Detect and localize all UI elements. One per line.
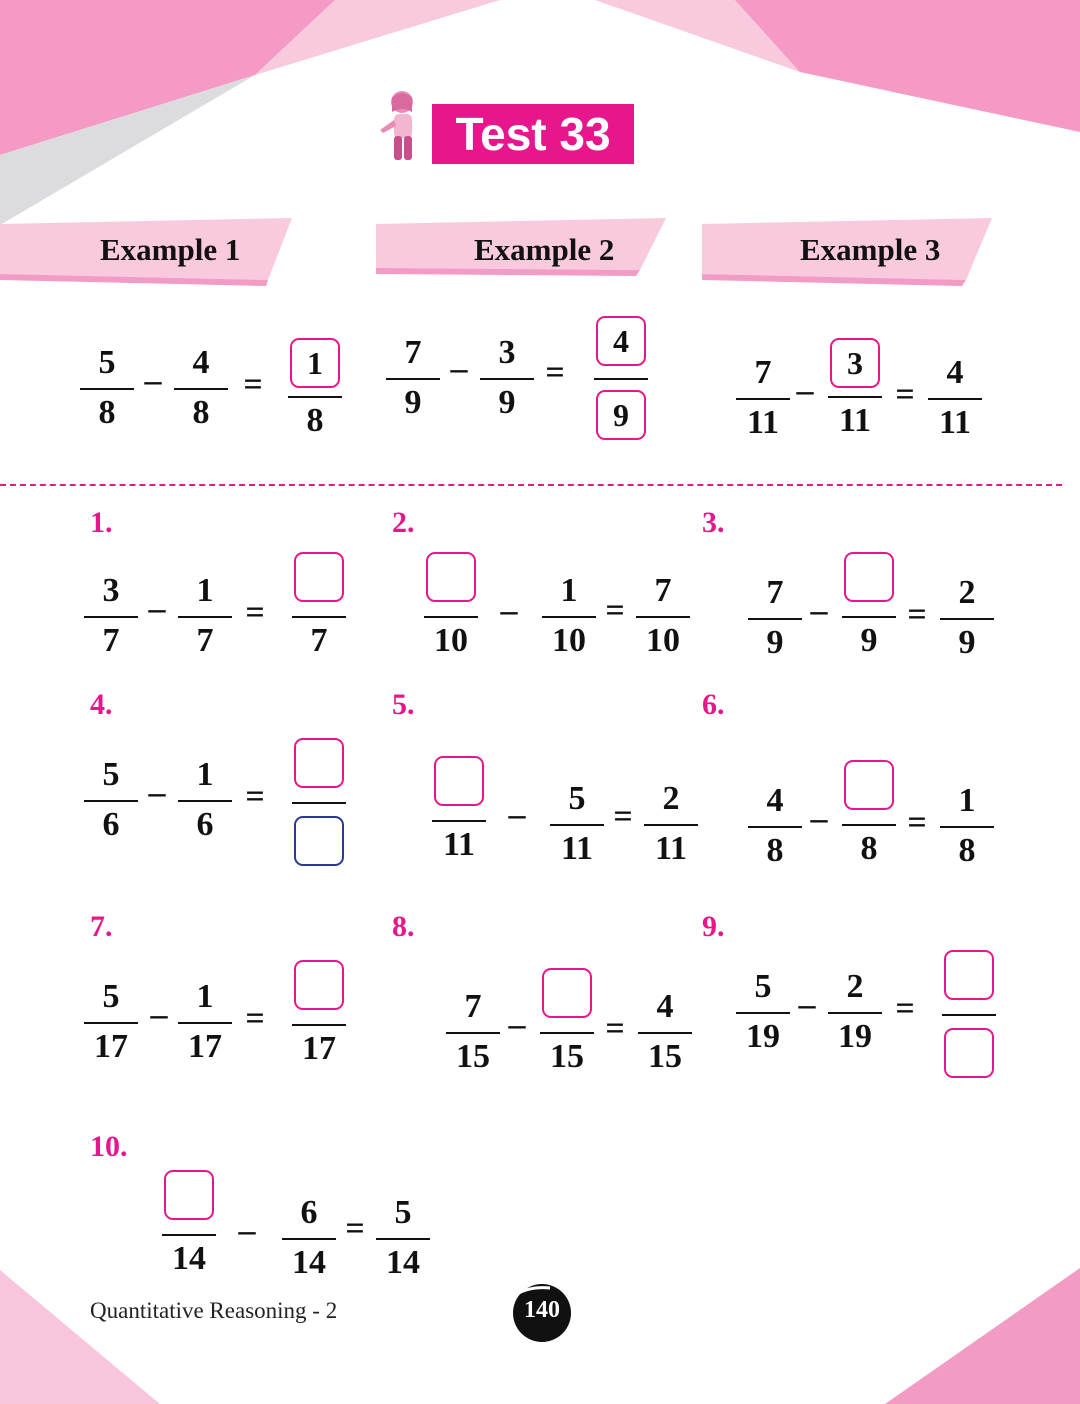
bottom-left-shape bbox=[0, 1270, 160, 1404]
equals-sign: = bbox=[243, 366, 263, 403]
equals-sign: = bbox=[245, 594, 265, 631]
q8-fraction-b bbox=[538, 982, 596, 1082]
numerator: 3 bbox=[102, 572, 120, 609]
question-4-number: 4. bbox=[90, 688, 113, 721]
girl-mascot-icon bbox=[372, 88, 428, 166]
q10-fraction-b bbox=[280, 1188, 338, 1288]
denominator: 8 bbox=[860, 830, 878, 867]
ex3-fraction-a bbox=[734, 348, 792, 448]
answer-input-box[interactable] bbox=[844, 552, 894, 602]
q6-fraction-b bbox=[840, 774, 898, 874]
question-6-number: 6. bbox=[702, 688, 725, 721]
q1-fraction-a bbox=[82, 566, 140, 666]
test-title: Test 33 bbox=[432, 104, 634, 164]
example-3-label: Example 3 bbox=[800, 232, 941, 267]
book-title-footer: Quantitative Reasoning - 2 bbox=[90, 1298, 338, 1323]
denominator: 8 bbox=[766, 832, 784, 869]
question-10-number: 10. bbox=[90, 1130, 128, 1163]
numerator: 2 bbox=[958, 574, 976, 611]
equals-sign: = bbox=[907, 804, 927, 841]
question-3-number: 3. bbox=[702, 506, 725, 539]
q8-fraction-a bbox=[444, 982, 502, 1082]
denominator: 9 bbox=[766, 624, 784, 661]
minus-sign: – bbox=[238, 1212, 256, 1249]
numerator: 5 bbox=[102, 756, 120, 793]
top-left-pink-shape bbox=[0, 0, 335, 155]
equals-sign: = bbox=[345, 1210, 365, 1247]
ex3-result bbox=[926, 348, 984, 448]
denominator: 6 bbox=[196, 806, 214, 843]
minus-sign: – bbox=[148, 774, 166, 811]
minus-sign: – bbox=[148, 590, 166, 627]
answer-denominator-input[interactable] bbox=[944, 1028, 994, 1078]
numerator: 5 bbox=[394, 1194, 412, 1231]
q9-fraction-a bbox=[734, 962, 792, 1062]
numerator: 7 bbox=[464, 988, 482, 1025]
denominator: 6 bbox=[102, 806, 120, 843]
numerator: 4 bbox=[656, 988, 674, 1025]
denominator: 19 bbox=[838, 1018, 872, 1055]
answer-numerator-input[interactable] bbox=[294, 738, 344, 788]
numerator: 7 bbox=[404, 334, 422, 371]
denominator: 9 bbox=[498, 384, 516, 421]
denominator: 8 bbox=[306, 402, 324, 439]
numerator: 4 bbox=[766, 782, 784, 819]
ex2-fraction-b bbox=[478, 328, 536, 428]
denominator: 8 bbox=[98, 394, 116, 431]
denominator: 14 bbox=[172, 1240, 206, 1277]
example-1-label: Example 1 bbox=[100, 232, 241, 267]
section-divider bbox=[0, 484, 1062, 486]
numerator: 4 bbox=[946, 354, 964, 391]
minus-sign: – bbox=[508, 796, 526, 833]
bottom-right-shape bbox=[885, 1268, 1080, 1404]
page-number: 140 bbox=[524, 1297, 560, 1323]
q6-fraction-a bbox=[746, 776, 804, 876]
q4-answer bbox=[290, 752, 348, 852]
q5-result bbox=[642, 774, 700, 874]
numerator: 5 bbox=[102, 978, 120, 1015]
q5-fraction-b bbox=[548, 774, 606, 874]
q2-result bbox=[634, 566, 692, 666]
numerator: 5 bbox=[568, 780, 586, 817]
q7-answer bbox=[290, 974, 348, 1074]
answer-box: 3 bbox=[830, 338, 880, 388]
q4-fraction-a bbox=[82, 750, 140, 850]
denominator: 11 bbox=[560, 830, 594, 867]
equals-sign: = bbox=[545, 354, 565, 391]
denominator: 7 bbox=[310, 622, 328, 659]
numerator: 7 bbox=[754, 354, 772, 391]
numerator: 1 bbox=[196, 978, 214, 1015]
denominator: 11 bbox=[938, 404, 972, 441]
q3-result bbox=[938, 568, 996, 668]
equals-sign: = bbox=[907, 596, 927, 633]
ex1-fraction-a bbox=[78, 338, 136, 438]
denominator: 7 bbox=[196, 622, 214, 659]
equals-sign: = bbox=[605, 592, 625, 629]
denominator: 9 bbox=[860, 622, 878, 659]
numerator: 7 bbox=[654, 572, 672, 609]
question-7-number: 7. bbox=[90, 910, 113, 943]
page-number-badge bbox=[510, 1282, 574, 1344]
denominator: 14 bbox=[292, 1244, 326, 1281]
question-9-number: 9. bbox=[702, 910, 725, 943]
question-2-number: 2. bbox=[392, 506, 415, 539]
q4-fraction-b bbox=[176, 750, 234, 850]
equals-sign: = bbox=[245, 1000, 265, 1037]
equals-sign: = bbox=[613, 798, 633, 835]
denominator: 10 bbox=[646, 622, 680, 659]
answer-denominator-box: 9 bbox=[596, 390, 646, 440]
q7-fraction-b bbox=[176, 972, 234, 1072]
numerator: 6 bbox=[300, 1194, 318, 1231]
minus-sign: – bbox=[798, 986, 816, 1023]
numerator: 1 bbox=[560, 572, 578, 609]
q2-fraction-b bbox=[540, 566, 598, 666]
minus-sign: – bbox=[810, 592, 828, 629]
minus-sign: – bbox=[508, 1006, 526, 1043]
q3-fraction-a bbox=[746, 568, 804, 668]
equals-sign: = bbox=[895, 990, 915, 1027]
q5-fraction-a bbox=[430, 770, 488, 870]
q1-answer bbox=[290, 566, 348, 666]
answer-denominator-input[interactable] bbox=[294, 816, 344, 866]
numerator: 1 bbox=[958, 782, 976, 819]
minus-sign: – bbox=[450, 350, 468, 387]
denominator: 19 bbox=[746, 1018, 780, 1055]
denominator: 11 bbox=[838, 402, 872, 439]
denominator: 15 bbox=[648, 1038, 682, 1075]
q10-result bbox=[374, 1188, 432, 1288]
numerator: 3 bbox=[498, 334, 516, 371]
denominator: 11 bbox=[654, 830, 688, 867]
denominator: 17 bbox=[188, 1028, 222, 1065]
minus-sign: – bbox=[810, 800, 828, 837]
answer-input-box[interactable] bbox=[844, 760, 894, 810]
q6-result bbox=[938, 776, 996, 876]
numerator: 7 bbox=[766, 574, 784, 611]
ex3-fraction-b bbox=[826, 346, 884, 446]
answer-box: 1 bbox=[290, 338, 340, 388]
ex1-fraction-b bbox=[172, 338, 230, 438]
answer-numerator-box: 4 bbox=[596, 316, 646, 366]
answer-input-box[interactable] bbox=[426, 552, 476, 602]
denominator: 17 bbox=[302, 1030, 336, 1067]
denominator: 8 bbox=[958, 832, 976, 869]
numerator: 1 bbox=[196, 572, 214, 609]
question-8-number: 8. bbox=[392, 910, 415, 943]
denominator: 7 bbox=[102, 622, 120, 659]
ex2-answer bbox=[592, 323, 650, 433]
numerator: 2 bbox=[662, 780, 680, 817]
ex2-fraction-a bbox=[384, 328, 442, 428]
question-1-number: 1. bbox=[90, 506, 113, 539]
denominator: 11 bbox=[746, 404, 780, 441]
answer-input-box[interactable] bbox=[294, 552, 344, 602]
denominator: 10 bbox=[434, 622, 468, 659]
answer-numerator-input[interactable] bbox=[944, 950, 994, 1000]
q10-fraction-a bbox=[160, 1184, 218, 1284]
minus-sign: – bbox=[150, 996, 168, 1033]
denominator: 14 bbox=[386, 1244, 420, 1281]
numerator: 1 bbox=[196, 756, 214, 793]
denominator: 9 bbox=[404, 384, 422, 421]
equals-sign: = bbox=[895, 376, 915, 413]
ex1-answer bbox=[286, 346, 344, 446]
q8-result bbox=[636, 982, 694, 1082]
denominator: 17 bbox=[94, 1028, 128, 1065]
equals-sign: = bbox=[245, 778, 265, 815]
denominator: 11 bbox=[442, 826, 476, 863]
numerator: 2 bbox=[846, 968, 864, 1005]
denominator: 15 bbox=[456, 1038, 490, 1075]
answer-input-box[interactable] bbox=[164, 1170, 214, 1220]
minus-sign: – bbox=[796, 372, 814, 409]
answer-input-box[interactable] bbox=[542, 968, 592, 1018]
q1-fraction-b bbox=[176, 566, 234, 666]
denominator: 10 bbox=[552, 622, 586, 659]
answer-input-box[interactable] bbox=[434, 756, 484, 806]
q7-fraction-a bbox=[82, 972, 140, 1072]
q9-fraction-b bbox=[826, 962, 884, 1062]
denominator: 8 bbox=[192, 394, 210, 431]
answer-input-box[interactable] bbox=[294, 960, 344, 1010]
equals-sign: = bbox=[605, 1010, 625, 1047]
minus-sign: – bbox=[144, 362, 162, 399]
q9-answer bbox=[940, 964, 998, 1064]
q3-fraction-b bbox=[840, 566, 898, 666]
numerator: 5 bbox=[754, 968, 772, 1005]
numerator: 5 bbox=[98, 344, 116, 381]
numerator: 4 bbox=[192, 344, 210, 381]
example-2-label: Example 2 bbox=[474, 232, 615, 267]
question-5-number: 5. bbox=[392, 688, 415, 721]
minus-sign: – bbox=[500, 592, 518, 629]
denominator: 9 bbox=[958, 624, 976, 661]
q2-fraction-a bbox=[422, 566, 480, 666]
denominator: 15 bbox=[550, 1038, 584, 1075]
